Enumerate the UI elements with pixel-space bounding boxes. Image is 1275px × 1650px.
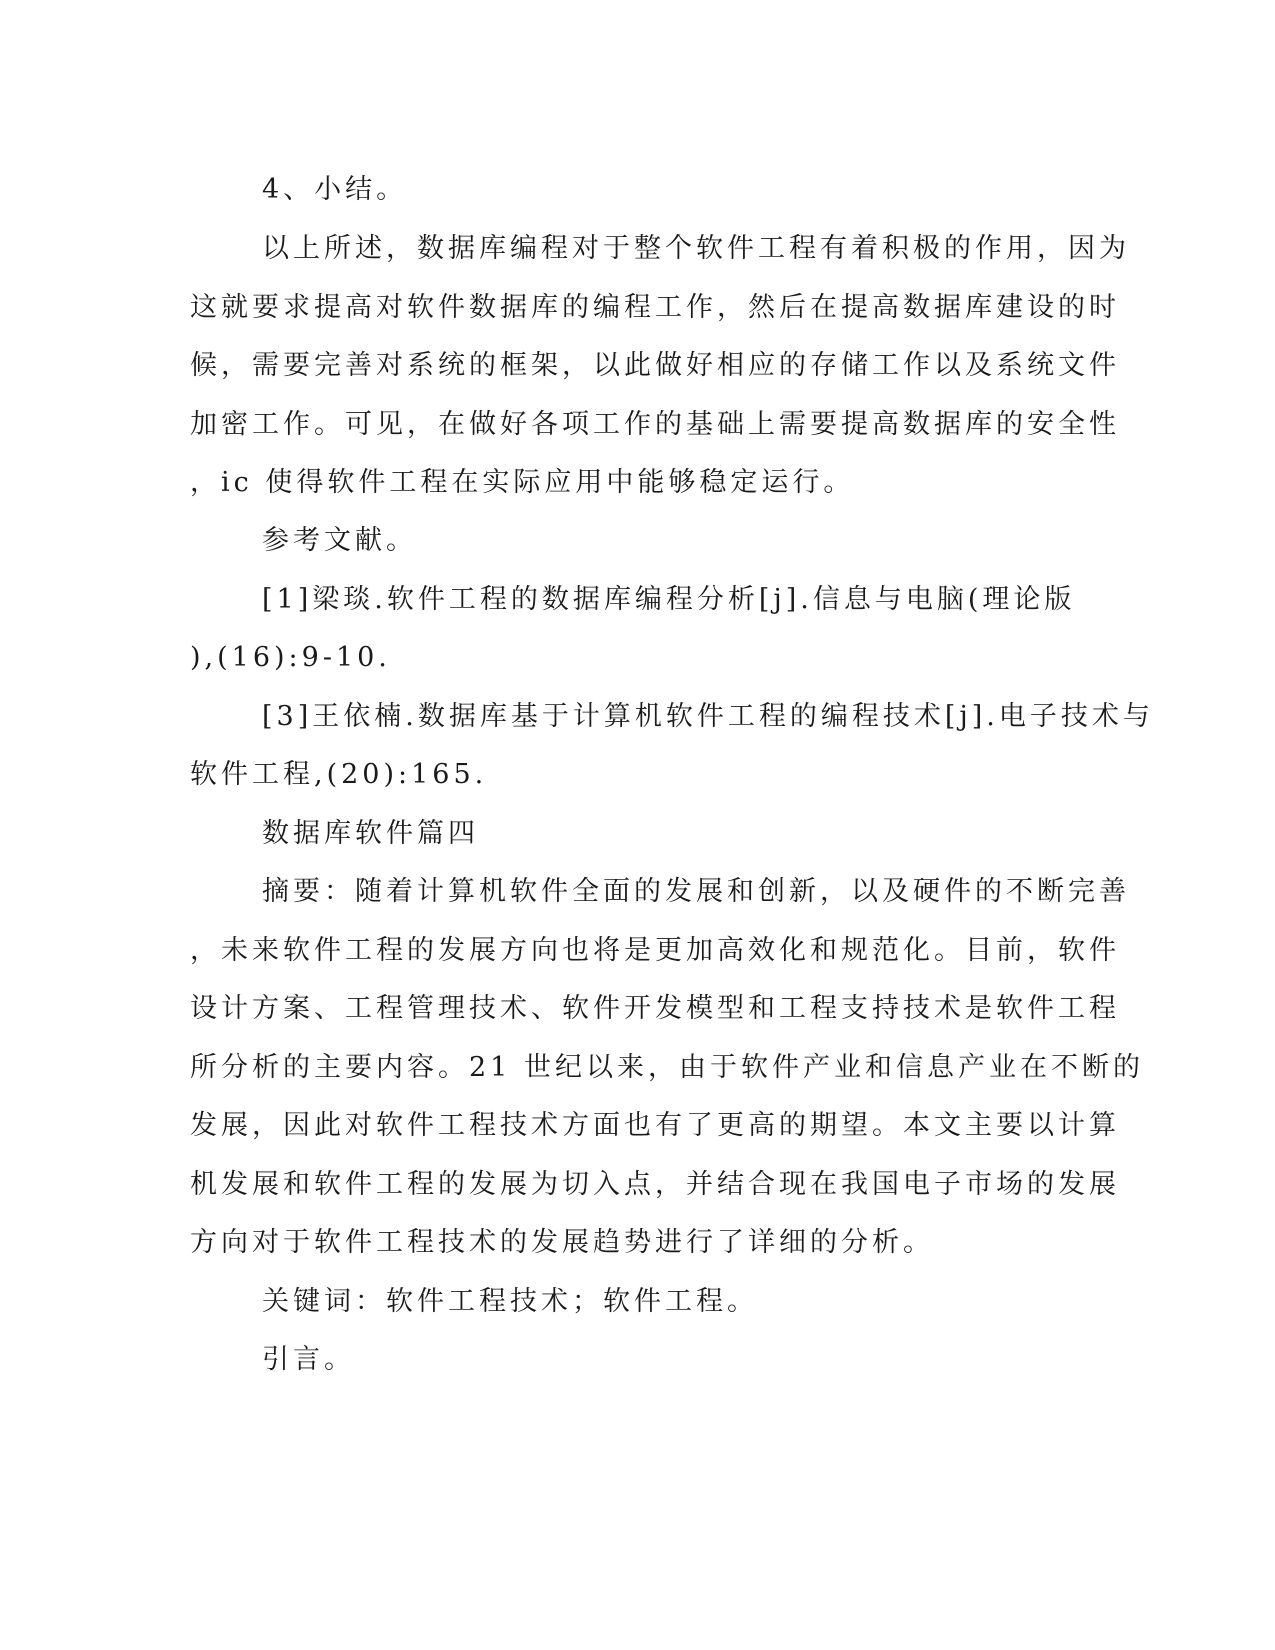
introduction-heading: 引言。 (262, 1344, 355, 1375)
abstract-line: 所分析的主要内容。21 世纪以来，由于软件产业和信息产业在不断的 (190, 1052, 1144, 1083)
abstract-line: 机发展和软件工程的发展为切入点，并结合现在我国电子市场的发展 (190, 1169, 1120, 1200)
reference-line: [1]梁琰.软件工程的数据库编程分析[j].信息与电脑(理论版 (262, 584, 1076, 615)
reference-line: [3]王依楠.数据库基于计算机软件工程的编程技术[j].电子技术与 (262, 701, 1154, 732)
references-heading: 参考文献。 (262, 525, 417, 556)
abstract-line: 设计方案、工程管理技术、软件开发模型和工程支持技术是软件工程 (190, 993, 1120, 1024)
section-heading-summary: 4、小结。 (262, 174, 408, 205)
abstract-line: 方向对于软件工程技术的发展趋势进行了详细的分析。 (190, 1227, 934, 1258)
abstract-line: ，未来软件工程的发展方向也将是更加高效化和规范化。目前，软件 (190, 935, 1120, 966)
paragraph-line: 这就要求提高对软件数据库的编程工作，然后在提高数据库建设的时 (190, 292, 1120, 323)
paragraph-line: 候，需要完善对系统的框架，以此做好相应的存储工作以及系统文件 (190, 350, 1120, 381)
keywords-line: 关键词：软件工程技术；软件工程。 (262, 1286, 758, 1317)
section-title: 数据库软件篇四 (262, 818, 479, 849)
paragraph-line: 加密工作。可见，在做好各项工作的基础上需要提高数据库的安全性 (190, 409, 1120, 440)
reference-line: 软件工程,(20):165. (190, 759, 488, 790)
paragraph-line: 以上所述，数据库编程对于整个软件工程有着积极的作用，因为 (262, 233, 1130, 264)
abstract-line: 发展，因此对软件工程技术方面也有了更高的期望。本文主要以计算 (190, 1110, 1120, 1141)
abstract-line: 摘要：随着计算机软件全面的发展和创新，以及硬件的不断完善 (262, 876, 1130, 907)
paragraph-line: ，ic 使得软件工程在实际应用中能够稳定运行。 (190, 467, 855, 498)
reference-line: ),(16):9-10. (190, 642, 391, 673)
